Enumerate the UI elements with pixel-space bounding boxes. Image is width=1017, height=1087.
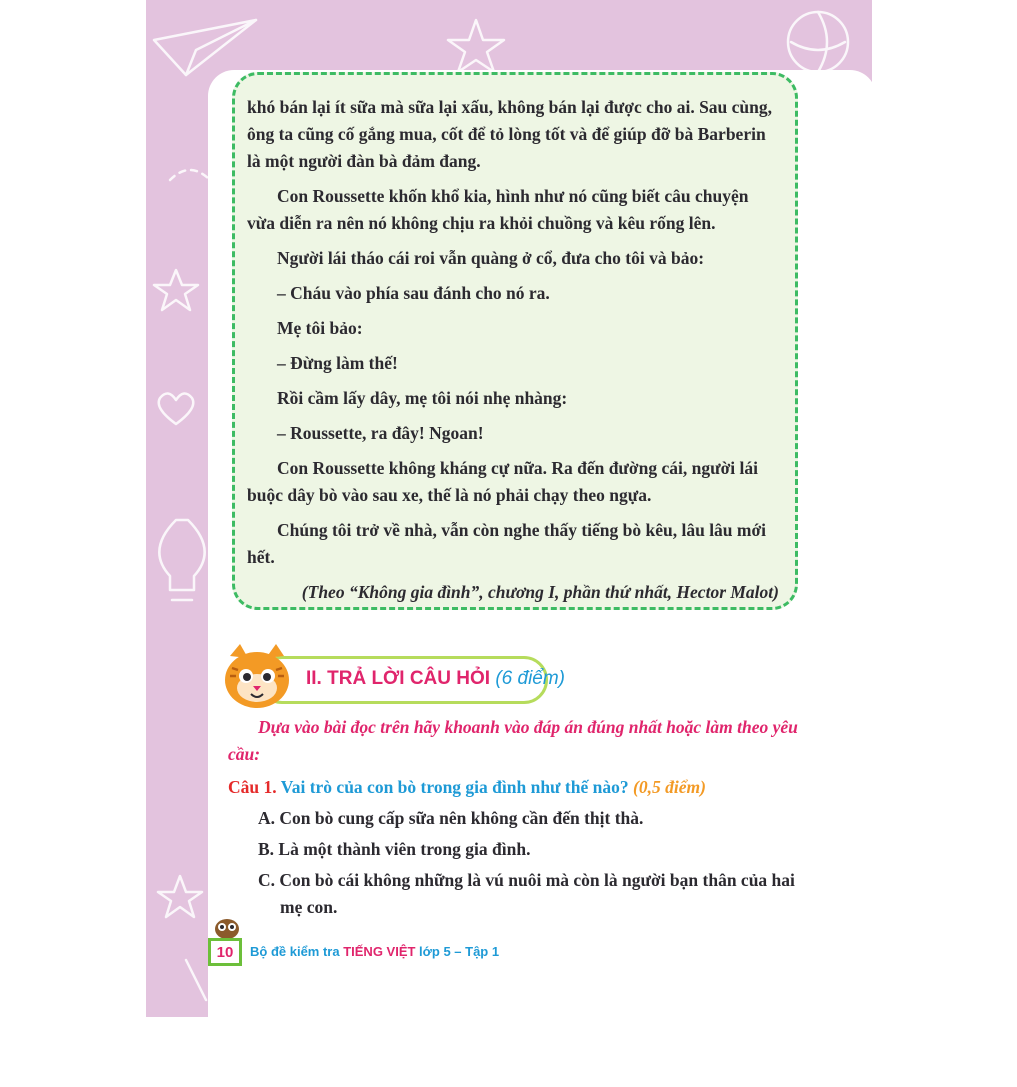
book-title-part: lớp 5 – Tập 1 [415,944,500,959]
book-title-subject: TIẾNG VIỆT [343,944,416,959]
section-title-text: II. TRẢ LỜI CÂU HỎI [306,668,491,689]
reading-paragraph: Người lái tháo cái roi vẫn quàng ở cổ, đưa cho tôi và bảo: [277,248,705,268]
lightbulb-icon [159,520,204,600]
section-title [306,668,565,690]
tiger-cat-mascot-icon [220,642,294,712]
reading-passage [247,94,779,614]
reading-paragraph: – Cháu vào phía sau đánh cho nó ra. [277,283,550,303]
question-1-label: Câu 1. [228,777,277,797]
reading-paragraph: Rồi cầm lấy dây, mẹ tôi nói nhẹ nhàng: [277,388,568,408]
star-icon [448,20,504,72]
heart-icon [159,393,194,424]
answer-option-c[interactable]: C. Con bò cái không những là vú nuôi mà còn là người bạn thân của hai mẹ con. [258,870,795,917]
question-1-text: Vai trò của con bò trong gia đình như thế nào? [280,777,629,797]
reading-paragraph: Con Roussette không kháng cự nữa. Ra đến đường cái, người lái buộc dây bò vào sau xe, thế là nó phải chạy theo ngựa. [247,458,758,505]
question-1-heading [228,774,808,801]
reading-paragraph: – Đừng làm thế! [277,353,398,373]
globe-icon [788,12,848,72]
reading-paragraph: Chúng tôi trở về nhà, vẫn còn nghe thấy tiếng bò kêu, lâu lâu mới hết. [247,520,767,567]
owl-mascot-icon [212,914,242,940]
star-icon [158,876,202,917]
reading-paragraph: Con Roussette khốn khổ kia, hình như nó cũng biết câu chuyện vừa diễn ra nên nó không chịu ra khỏi chuồng và kêu rống lên. [247,186,749,233]
book-title [250,944,499,959]
answer-option-a[interactable]: A. Con bò cung cấp sữa nên không cần đến thịt thà. [258,808,644,828]
answer-option-b[interactable]: B. Là một thành viên trong gia đình. [258,839,531,859]
instruction-text: Dựa vào bài đọc trên hãy khoanh vào đáp án đúng nhất hoặc làm theo yêu cầu: [228,717,798,764]
reading-source: (Theo “Không gia đình”, chương I, phần thứ nhất, Hector Malot) [301,582,779,602]
book-title-part: Bộ đề kiểm tra [250,944,344,959]
paper-plane-icon [154,20,256,75]
star-icon [154,270,198,310]
question-area [228,714,808,921]
reading-paragraph: khó bán lại ít sữa mà sữa lại xấu, không bán lại được cho ai. Sau cùng, ông ta cũng cố gắng mua, cốt để tỏ lòng tốt và để giúp đỡ bà Barberin là một người đàn bà đảm đang. [247,97,773,171]
section-points: (6 điểm) [495,668,566,689]
reading-paragraph: Mẹ tôi bảo: [277,318,363,338]
page-number: 10 [208,938,242,966]
reading-paragraph: – Roussette, ra đây! Ngoan! [277,423,484,443]
question-1-points: (0,5 điểm) [633,777,706,797]
page-footer [206,914,566,974]
